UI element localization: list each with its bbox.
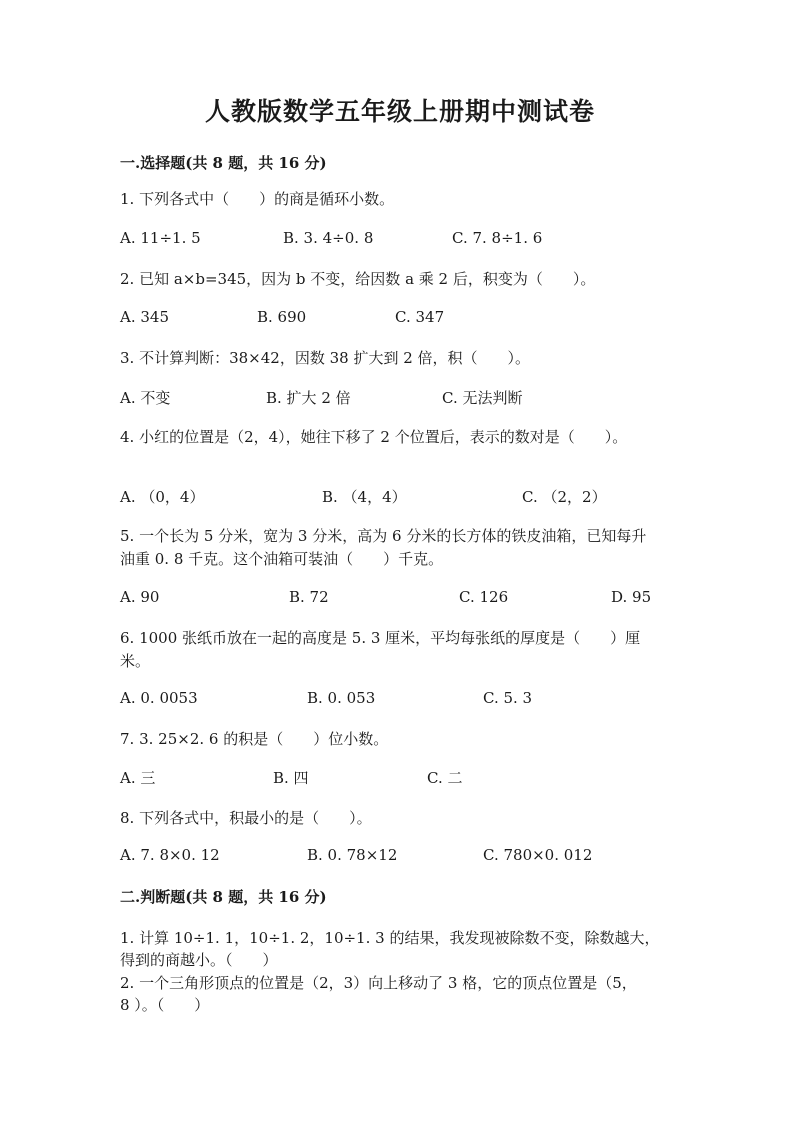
q3-option-c: C. 无法判断 [442, 389, 523, 407]
q7-option-c: C. 二 [427, 769, 463, 787]
q5-option-c: C. 126 [459, 588, 509, 606]
question-6-line-2: 米。 [120, 652, 151, 670]
judge-question-1-line-2: 得到的商越小。（ ） [120, 951, 278, 969]
q1-option-b: B. 3. 4÷0. 8 [283, 229, 374, 247]
q2-option-a: A. 345 [120, 308, 169, 326]
question-6-line-1: 6. 1000 张纸币放在一起的高度是 5. 3 厘米，平均每张纸的厚度是（ ）厘 [120, 629, 641, 647]
section-heading-judge: 二.判断题(共 8 题，共 16 分) [120, 888, 327, 906]
question-7: 7. 3. 25×2. 6 的积是（ ）位小数。 [120, 730, 389, 748]
q1-option-a: A. 11÷1. 5 [120, 229, 201, 247]
question-5-line-2: 油重 0. 8 千克。这个油箱可装油（ ）千克。 [120, 550, 444, 568]
q2-option-b: B. 690 [257, 308, 307, 326]
q5-option-a: A. 90 [120, 588, 160, 606]
q6-option-c: C. 5. 3 [483, 689, 533, 707]
page-title: 人教版数学五年级上册期中测试卷 [204, 97, 595, 126]
judge-question-2-line-2: 8 ）。（ ） [120, 996, 210, 1014]
section-heading-choice: 一.选择题(共 8 题，共 16 分) [120, 154, 327, 172]
q8-option-a: A. 7. 8×0. 12 [120, 846, 220, 864]
question-5-line-1: 5. 一个长为 5 分米，宽为 3 分米，高为 6 分米的长方体的铁皮油箱，已知每升 [120, 527, 647, 545]
q1-option-c: C. 7. 8÷1. 6 [452, 229, 543, 247]
question-2: 2. 已知 a×b=345，因为 b 不变，给因数 a 乘 2 后，积变为（ ）。 [120, 270, 596, 288]
question-1: 1. 下列各式中（ ）的商是循环小数。 [120, 190, 395, 208]
q4-option-a: A. （0，4） [120, 488, 205, 506]
judge-question-1-line-1: 1. 计算 10÷1. 1，10÷1. 2，10÷1. 3 的结果，我发现被除数不变，除数越大， [120, 929, 660, 947]
q4-option-c: C. （2，2） [522, 488, 607, 506]
q7-option-b: B. 四 [273, 769, 309, 787]
q7-option-a: A. 三 [120, 769, 156, 787]
q4-option-b: B. （4，4） [322, 488, 407, 506]
q3-option-b: B. 扩大 2 倍 [266, 389, 351, 407]
question-8: 8. 下列各式中，积最小的是（ ）。 [120, 809, 372, 827]
question-4: 4. 小红的位置是（2，4），她往下移了 2 个位置后，表示的数对是（ ）。 [120, 428, 628, 446]
q6-option-b: B. 0. 053 [307, 689, 376, 707]
q5-option-b: B. 72 [289, 588, 329, 606]
q6-option-a: A. 0. 0053 [120, 689, 198, 707]
question-3: 3. 不计算判断：38×42，因数 38 扩大到 2 倍，积（ ）。 [120, 349, 531, 367]
q3-option-a: A. 不变 [120, 389, 171, 407]
judge-question-2-line-1: 2. 一个三角形顶点的位置是（2，3）向上移动了 3 格，它的顶点位置是（5， [120, 974, 637, 992]
q8-option-c: C. 780×0. 012 [483, 846, 593, 864]
q2-option-c: C. 347 [395, 308, 445, 326]
q8-option-b: B. 0. 78×12 [307, 846, 398, 864]
q5-option-d: D. 95 [611, 588, 652, 606]
